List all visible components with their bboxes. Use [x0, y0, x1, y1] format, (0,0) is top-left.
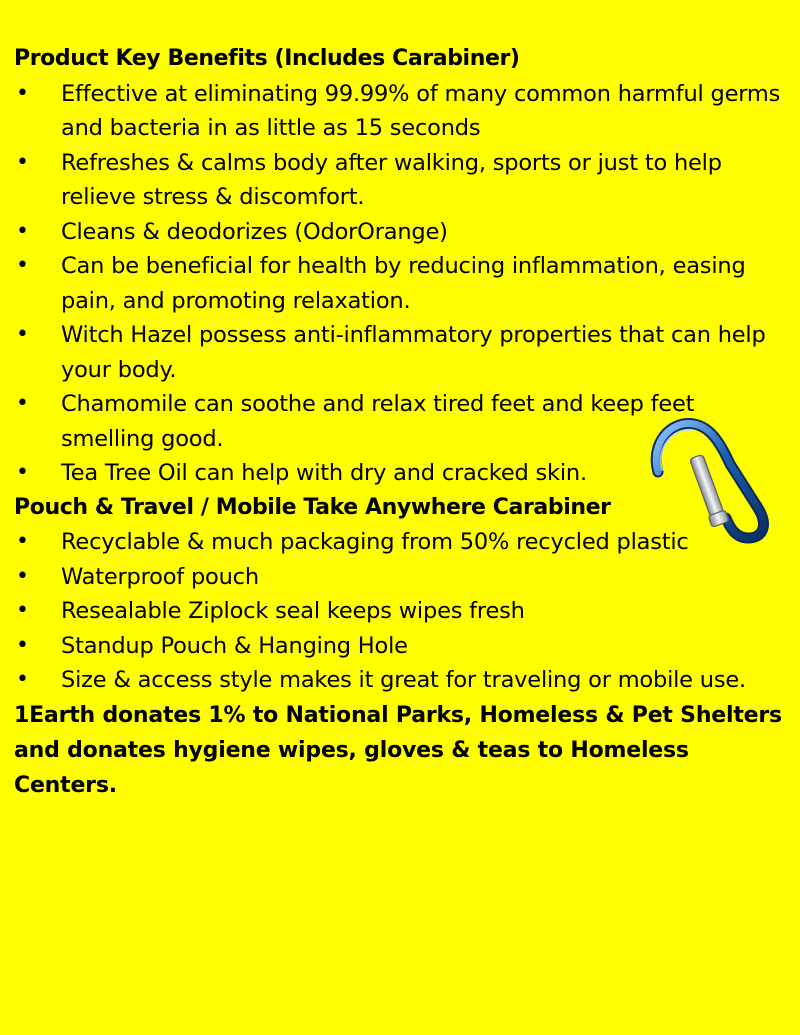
bullet-icon: •: [16, 80, 29, 106]
bullet-icon: •: [16, 598, 29, 623]
bullet-icon: •: [16, 149, 29, 175]
bullet-icon: •: [16, 667, 29, 692]
list-item: [14, 249, 784, 318]
bullet-icon: •: [16, 529, 29, 554]
section-heading-benefits: Product Key Benefits (Includes Carabiner): [14, 46, 520, 71]
bullet-icon: •: [16, 218, 29, 244]
carabiner-clip-icon: [640, 414, 780, 546]
list-item-text: Tea Tree Oil can help with dry and cracked skin.: [61, 460, 587, 486]
donation-statement: 1Earth donates 1% to National Parks, Homeless & Pet Shelters and donates hygiene wipes, gloves & teas to Homeless Centers.: [14, 702, 782, 798]
list-item-text: Cleans & deodorizes (OdorOrange): [61, 218, 448, 245]
list-item-text: Resealable Ziplock seal keeps wipes fresh: [61, 598, 525, 624]
bullet-icon: •: [16, 391, 29, 416]
list-item-text: Refreshes & calms body after walking, sports or just to help relieve stress & discomfort.: [61, 149, 722, 210]
pouch-travel-list: [14, 525, 784, 698]
list-item: [14, 560, 784, 595]
list-item: [14, 594, 784, 629]
list-item: [14, 318, 784, 387]
list-item: [14, 146, 784, 215]
bullet-icon: •: [16, 632, 29, 658]
list-item-text: Waterproof pouch: [61, 563, 259, 590]
list-item-text: Witch Hazel possess anti-inflammatory properties that can help your body.: [61, 322, 766, 383]
list-item-text: Recyclable & much packaging from 50% recycled plastic: [61, 529, 689, 555]
bullet-icon: •: [16, 563, 29, 589]
list-item-text: Size & access style makes it great for traveling or mobile use.: [61, 667, 746, 693]
bullet-icon: •: [16, 460, 29, 485]
bullet-icon: •: [16, 253, 29, 278]
list-item: [14, 215, 784, 250]
section-heading-pouch-travel: Pouch & Travel / Mobile Take Anywhere Carabiner: [14, 494, 611, 520]
list-item-text: Chamomile can soothe and relax tired feet and keep feet smelling good.: [61, 391, 695, 452]
list-item-text: Effective at eliminating 99.99% of many common harmful germs and bacteria in as little as 15 seconds: [61, 80, 781, 141]
list-item-text: Standup Pouch & Hanging Hole: [61, 632, 408, 659]
list-item-text: Can be beneficial for health by reducing inflammation, easing pain, and promoting relaxation.: [61, 253, 746, 314]
bullet-icon: •: [16, 322, 29, 347]
list-item: [14, 77, 784, 146]
list-item: [14, 629, 784, 664]
list-item: [14, 663, 784, 698]
